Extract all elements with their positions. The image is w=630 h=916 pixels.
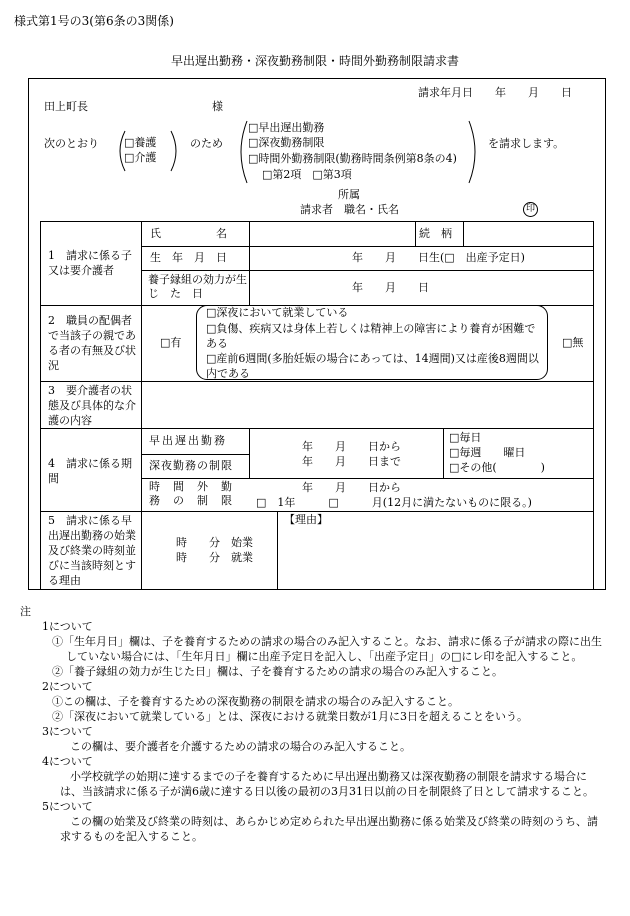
early-late-label: 早出遅出勤務	[149, 434, 227, 447]
condition-night-work[interactable]: □深夜において就業している	[206, 306, 349, 319]
note-5-body: この欄の始業及び終業の時刻は、あらかじめ定められた早出遅出勤務に係る始業及び終業の時刻のうち、請求するものを記入すること。	[60, 815, 598, 843]
note-1-item-1: ①「生年月日」欄は、子を養育するための請求の場合のみ記入すること。なお、請求に係る子が請求の際に出生していない場合には、「生年月日」欄に出産予定日を記入し、「出産予定日」の□にレ印を記入すること。	[52, 635, 602, 663]
type-overtime-sub[interactable]: □第2項 □第3項	[262, 168, 352, 181]
seal-mark: 印	[523, 202, 538, 217]
note-1-item-2: ②「養子縁組の効力が生じた日」欄は、子を養育するための請求の場合のみ記入すること。	[52, 665, 503, 678]
row3-label: 3 要介護者の状態及び具体的な介護の内容	[48, 384, 136, 427]
overtime-from[interactable]: 年 月 日から	[302, 481, 401, 494]
relation-label: 続 柄	[419, 227, 452, 240]
freq-daily[interactable]: □毎日	[449, 431, 482, 444]
option-nursing[interactable]: □養護	[124, 136, 157, 149]
requester-label: 請求者 職名・氏名	[300, 203, 399, 216]
row5-label: 5 請求に係る早出遅出勤務の始業及び終業の時刻並びに当該時刻とする理由	[48, 514, 136, 587]
row1-label: 1 請求に係る子又は要介護者	[48, 249, 132, 277]
note-4-heading: 4について	[42, 755, 93, 768]
notes-section	[20, 604, 606, 844]
night-limit-label: 深夜勤務の制限	[149, 459, 233, 472]
spouse-none[interactable]: □無	[562, 336, 584, 349]
note-2-item-2: ②「深夜において就業している」とは、深夜における就業日数が1月に3日を超えることをいう。	[52, 710, 528, 723]
condition-maternity[interactable]: □産前6週間(多胎妊娠の場合にあっては、14週間)又は産後8週間以内である	[206, 352, 539, 380]
affiliation-label: 所属	[338, 188, 360, 201]
type-early-late[interactable]: □早出遅出勤務	[248, 121, 325, 134]
form-id: 様式第1号の3(第6条の3関係)	[14, 14, 174, 28]
addressee: 田上町長	[44, 100, 88, 113]
note-3-body: この欄は、要介護者を介護するための請求の場合のみ記入すること。	[70, 740, 411, 753]
end-time[interactable]: 時 分 就業	[176, 551, 253, 564]
note-1-heading: 1について	[42, 620, 93, 633]
reason-label: 【理由】	[284, 513, 328, 526]
type-night[interactable]: □深夜勤務制限	[248, 136, 325, 149]
intro-prefix: 次のとおり	[44, 137, 99, 150]
start-time[interactable]: 時 分 始業	[176, 536, 253, 549]
form-title: 早出遅出勤務・深夜勤務制限・時間外勤務制限請求書	[170, 54, 459, 68]
close-paren-2	[466, 120, 484, 184]
overtime-limit-label: 時 間 外 勤 務 の 制 限	[149, 480, 245, 507]
note-2-heading: 2について	[42, 680, 93, 693]
period-to[interactable]: 年 月 日まで	[302, 455, 401, 468]
request-date[interactable]: 請求年月日 年 月 日	[418, 86, 572, 99]
addressee-suffix: 様	[212, 100, 223, 113]
overtime-period[interactable]: □ 1年 □ 月(12月に満たないものに限る。)	[256, 496, 532, 509]
intro-suffix: を請求します。	[488, 137, 565, 150]
note-3-heading: 3について	[42, 725, 93, 738]
close-paren-1	[168, 130, 184, 172]
adoption-label: 養子縁組の効力が生 じ た 日	[148, 273, 258, 300]
row2-label: 2 職員の配偶者で当該子の親である者の有無及び状況	[48, 314, 136, 372]
reason-field[interactable]	[283, 528, 591, 586]
spouse-has[interactable]: □有	[160, 336, 182, 349]
name-label: 氏 名	[150, 227, 227, 240]
row4-label: 4 請求に係る期間	[48, 457, 132, 485]
period-from[interactable]: 年 月 日から	[302, 440, 401, 453]
type-overtime[interactable]: □時間外勤務制限(勤務時間条例第8条の4)	[248, 152, 457, 165]
note-4-body: 小学校就学の始期に達するまでの子を養育するために早出遅出勤務又は深夜勤務の制限を請求する場合には、当該請求に係る子が満6歳に達する日以後の最初の3月31日以前の日を制限終了日として請求すること。	[60, 770, 594, 798]
adoption-value[interactable]: 年 月 日	[352, 281, 429, 294]
note-5-heading: 5について	[42, 800, 93, 813]
option-care[interactable]: □介護	[124, 151, 157, 164]
note-2-item-1: ①この欄は、子を養育するための深夜勤務の制限を請求の場合のみ記入すること。	[52, 695, 459, 708]
freq-weekly[interactable]: □毎週 曜日	[449, 446, 526, 459]
condition-illness[interactable]: □負傷、疾病又は身体上若しくは精神上の障害により養育が困難である	[206, 322, 536, 350]
birth-label: 生 年 月 日	[150, 251, 227, 264]
birth-value[interactable]: 年 月 日生(□ 出産予定日)	[352, 251, 525, 264]
notes-heading: 注	[20, 605, 31, 618]
freq-other[interactable]: □その他( )	[449, 461, 545, 474]
for-word: のため	[190, 137, 223, 150]
